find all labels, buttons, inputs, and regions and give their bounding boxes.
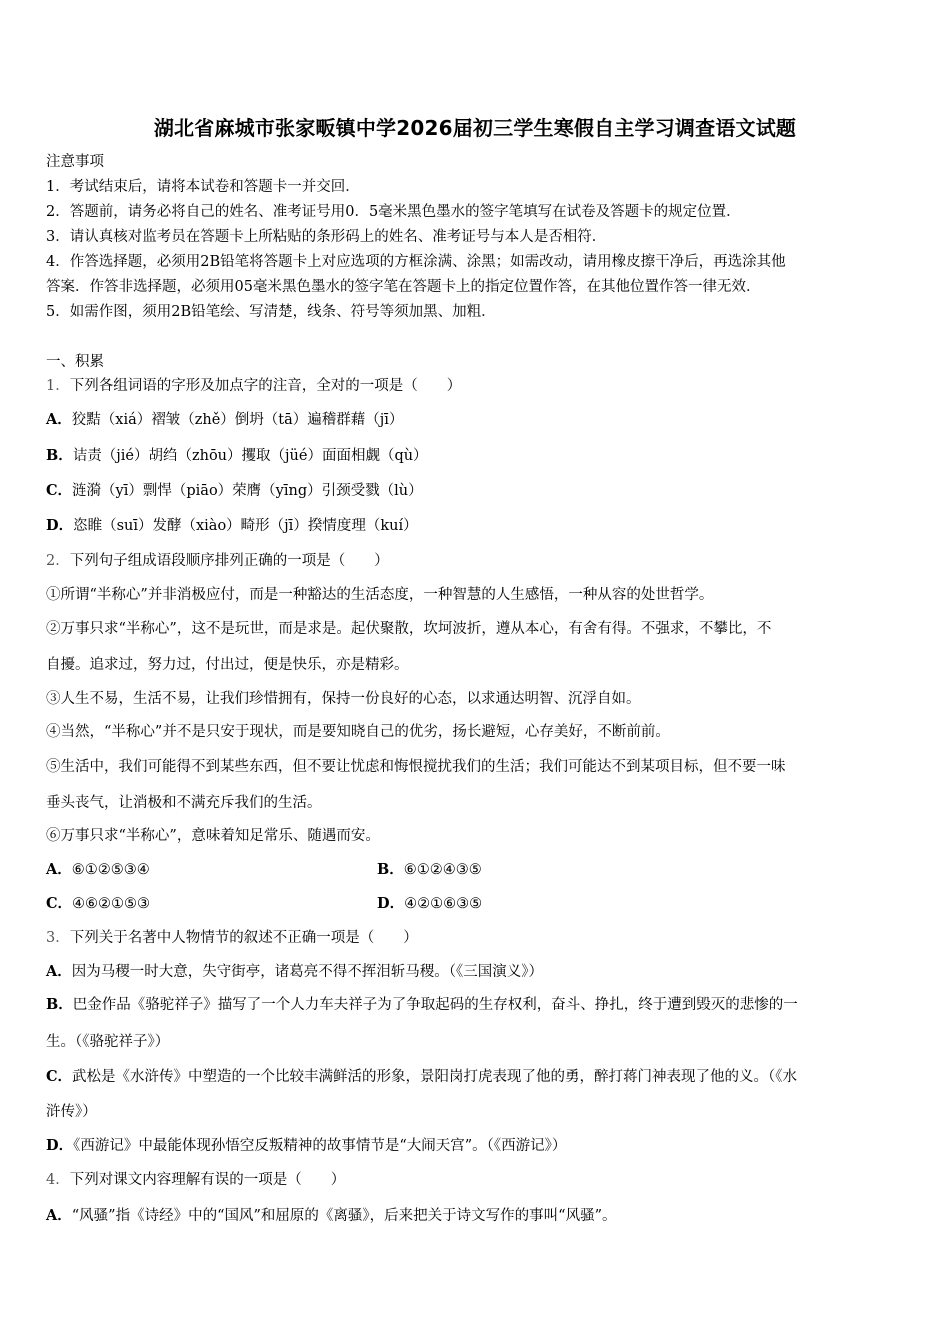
q2-sentence: ③人生不易，生活不易，让我们珍惜拥有，保持一份良好的心态，以求通达明智、沉浮自如。 (46, 691, 641, 707)
q3-option-b-cont (46, 1032, 906, 1052)
notice-item: 5．如需作图，须用2B铅笔绘、写清楚，线条、符号等须加黑、加粗． (46, 304, 496, 320)
q1-option-a (46, 410, 906, 430)
question-stem: 下列各组词语的字形及加点字的注音，全对的一项是（ ） (69, 378, 462, 394)
option-label: A． (46, 1207, 72, 1224)
q2-sentence: ②万事只求“半称心”，这不是玩世，而是求是。起伏聚散，坎坷波折，遵从本心，有舍有得。不强求，不攀比，不 (46, 621, 772, 637)
option-text: 巴金作品《骆驼祥子》描写了一个人力车夫祥子为了争取起码的生存权利，奋斗、挣扎，终于遭到毁灭的悲惨的一 (72, 997, 798, 1013)
option-text: ⑥①②⑤③④ (71, 862, 150, 878)
q3-option-b (46, 995, 906, 1015)
option-text: ④⑥②①⑤③ (72, 896, 151, 912)
q2-sentence: 自擾。追求过，努力过，付出过，便是快乐，亦是精彩。 (46, 657, 409, 673)
option-text: 狡黠（xiá）褶皱（zhě）倒坍（tā）遍稽群藉（jī） (71, 412, 404, 428)
question-stem: 下列对课文内容理解有误的一项是（ ） (69, 1172, 346, 1188)
q2-sentence: 垂头丧气，让消极和不满充斥我们的生活。 (46, 795, 322, 811)
q3-option-c (46, 1067, 906, 1087)
question-number: 2． (46, 553, 70, 569)
q1-option-d (46, 516, 906, 536)
q3-option-a (46, 962, 906, 982)
notice-item: 2．答题前，请务必将自己的姓名、准考证号用0．5毫米黑色墨水的签字笔填写在试卷及答题卡的规定位置． (46, 204, 741, 220)
q2-option-d (377, 894, 482, 914)
option-label: D． (377, 895, 405, 912)
q4-option-a (46, 1206, 906, 1226)
option-label: B． (377, 861, 404, 878)
question-number: 3． (46, 930, 70, 946)
q1-option-b (46, 446, 906, 466)
notice-item: 答案．作答非选择题，必须用05毫米黑色墨水的签字笔在答题卡上的指定位置作答，在其他位置作答一律无效． (46, 279, 761, 295)
option-text: 武松是《水浒传》中塑造的一个比较丰满鲜活的形象，景阳岗打虎表现了他的勇，醉打蒋门神表现了他的义。（《水 (72, 1069, 798, 1085)
question-number: 4． (46, 1172, 70, 1188)
option-label: A． (46, 861, 72, 878)
option-text: 恣睢（suī）发酵（xiào）畸形（jī）揆情度理（kuí） (73, 518, 418, 534)
q2-sentence: ①所谓“半称心”并非消极应付，而是一种豁达的生活态度，一种智慧的人生感悟，一种从容的处世哲学。 (46, 587, 714, 603)
option-label: B． (46, 996, 73, 1013)
option-label: C． (46, 895, 73, 912)
q2-option-a (46, 862, 150, 878)
question-2 (46, 551, 906, 571)
option-text: 生。（《骆驼祥子》） (46, 1034, 170, 1050)
question-stem: 下列句子组成语段顺序排列正确的一项是（ ） (69, 553, 389, 569)
option-text: 《西游记》中最能体现孙悟空反叛精神的故事情节是“大闹天宫”。（《西游记》） (73, 1138, 567, 1154)
question-stem: 下列关于名著中人物情节的叙述不正确一项是（ ） (69, 930, 418, 946)
option-text: 因为马稷一时大意，失守街亭，诸葛亮不得不挥泪斩马稷。（《三国演义》） (71, 964, 544, 980)
q2-sentence: ⑤生活中，我们可能得不到某些东西，但不要让忧虑和悔恨搅扰我们的生活；我们可能达不到某项目标，但不要一味 (46, 759, 786, 775)
q2-option-c (46, 896, 150, 912)
q1-option-c (46, 481, 906, 501)
option-label: A． (46, 963, 72, 980)
option-label: A． (46, 411, 72, 428)
question-1 (46, 376, 906, 396)
option-label: D． (46, 1137, 74, 1154)
page-title: 湖北省麻城市张家畈镇中学2026届初三学生寒假自主学习调查语文试题 (153, 116, 797, 140)
notice-item: 1．考试结束后，请将本试卷和答题卡一并交回． (46, 179, 360, 195)
option-label: C． (46, 1068, 73, 1085)
q3-option-d (46, 1136, 906, 1156)
option-text: ⑥①②④③⑤ (403, 862, 482, 878)
q2-options-row-1 (46, 860, 906, 880)
option-text: “风骚”指《诗经》中的“国风”和屈原的《离骚》，后来把关于诗文写作的事叫“风骚”。 (71, 1208, 617, 1224)
option-label: B． (46, 447, 73, 464)
q2-option-b (377, 860, 482, 880)
notice-item: 3．请认真核对监考员在答题卡上所粘贴的条形码上的姓名、准考证号与本人是否相符． (46, 229, 607, 245)
section-heading: 一、积累 (46, 354, 104, 370)
notice-heading: 注意事项 (46, 154, 104, 170)
option-label: C． (46, 482, 73, 499)
q2-sentence: ④当然，“半称心”并不是只安于现状，而是要知晓自己的优劣，扬长避短，心存美好，不断前前。 (46, 724, 670, 740)
q2-options-row-2 (46, 894, 906, 914)
option-text: ④②①⑥③⑤ (404, 896, 483, 912)
option-text: 涟漪（yī）剽悍（piāo）荣膺（yīng）引颈受戮（lù） (72, 483, 423, 499)
question-number: 1． (46, 378, 70, 394)
option-label: D． (46, 517, 74, 534)
q2-sentence: ⑥万事只求“半称心”，意味着知足常乐、随遇而安。 (46, 828, 380, 844)
question-4 (46, 1170, 906, 1190)
option-text: 浒传》） (46, 1104, 97, 1120)
notice-item: 4．作答选择题，必须用2B铅笔将答题卡上对应选项的方框涂满、涂黑；如需改动，请用橡皮擦干净后，再选涂其他 (46, 254, 786, 270)
question-3 (46, 928, 906, 948)
option-text: 诘责（jié）胡绉（zhōu）攫取（jüé）面面相觑（qù） (72, 448, 428, 464)
q3-option-c-cont (46, 1102, 906, 1122)
